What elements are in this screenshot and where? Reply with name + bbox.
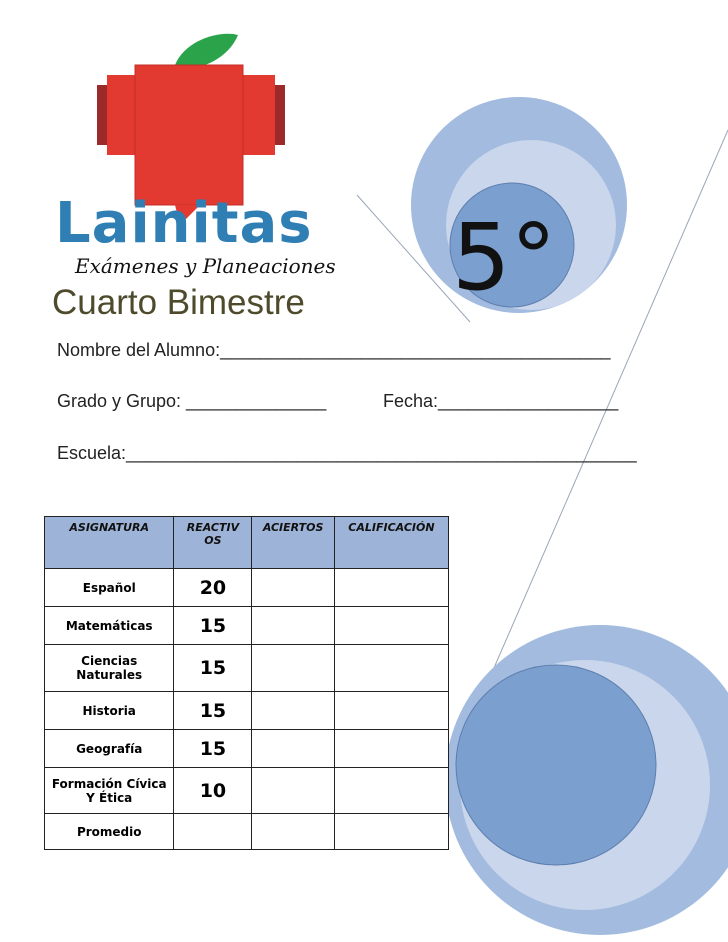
grade-group-field[interactable]: Grado y Grupo: ______________	[57, 391, 327, 411]
subject-cell: Promedio	[45, 814, 174, 850]
table-row	[45, 814, 449, 850]
aciertos-cell[interactable]	[252, 569, 334, 607]
reactivos-cell: 10	[174, 768, 252, 814]
calificacion-cell[interactable]	[334, 569, 448, 607]
grade-number: 5°	[452, 204, 557, 311]
aciertos-cell[interactable]	[252, 730, 334, 768]
header-reactivos: REACTIVOS	[174, 517, 252, 569]
header-calificacion: CALIFICACIÓN	[334, 517, 448, 569]
bimester-title: Cuarto Bimestre	[52, 283, 305, 322]
calificacion-cell[interactable]	[334, 730, 448, 768]
calificacion-cell[interactable]	[334, 768, 448, 814]
calificacion-cell[interactable]	[334, 814, 448, 850]
table-row	[45, 768, 449, 814]
table-row	[45, 645, 449, 692]
table-row	[45, 692, 449, 730]
calificacion-cell[interactable]	[334, 645, 448, 692]
school-field[interactable]: Escuela:___________________________________________________	[57, 443, 637, 463]
subject-cell: Formación Cívica Y Ética	[45, 768, 174, 814]
student-name-field[interactable]: Nombre del Alumno:_______________________________________	[57, 340, 611, 360]
aciertos-cell[interactable]	[252, 645, 334, 692]
reactivos-cell: 15	[174, 730, 252, 768]
aciertos-cell[interactable]	[252, 607, 334, 645]
bottom-circle-group	[445, 625, 728, 935]
aciertos-cell[interactable]	[252, 814, 334, 850]
table-row	[45, 607, 449, 645]
aciertos-cell[interactable]	[252, 692, 334, 730]
reactivos-cell: 15	[174, 607, 252, 645]
calificacion-cell[interactable]	[334, 692, 448, 730]
subject-cell: Matemáticas	[45, 607, 174, 645]
brand-tagline: Exámenes y Planeaciones	[75, 254, 336, 278]
reactivos-cell: 15	[174, 645, 252, 692]
reactivos-cell	[174, 814, 252, 850]
grades-table	[44, 516, 449, 850]
calificacion-cell[interactable]	[334, 607, 448, 645]
date-field[interactable]: Fecha:__________________	[383, 391, 619, 411]
header-asignatura: ASIGNATURA	[45, 517, 174, 569]
subject-cell: Geografía	[45, 730, 174, 768]
reactivos-cell: 15	[174, 692, 252, 730]
subject-cell: Historia	[45, 692, 174, 730]
header-aciertos: ACIERTOS	[252, 517, 334, 569]
subject-cell: Ciencias Naturales	[45, 645, 174, 692]
subject-cell: Español	[45, 569, 174, 607]
table-header-row	[45, 517, 449, 569]
table-row	[45, 730, 449, 768]
brand-name: Lainitas	[55, 191, 313, 256]
aciertos-cell[interactable]	[252, 768, 334, 814]
table-row	[45, 569, 449, 607]
reactivos-cell: 20	[174, 569, 252, 607]
